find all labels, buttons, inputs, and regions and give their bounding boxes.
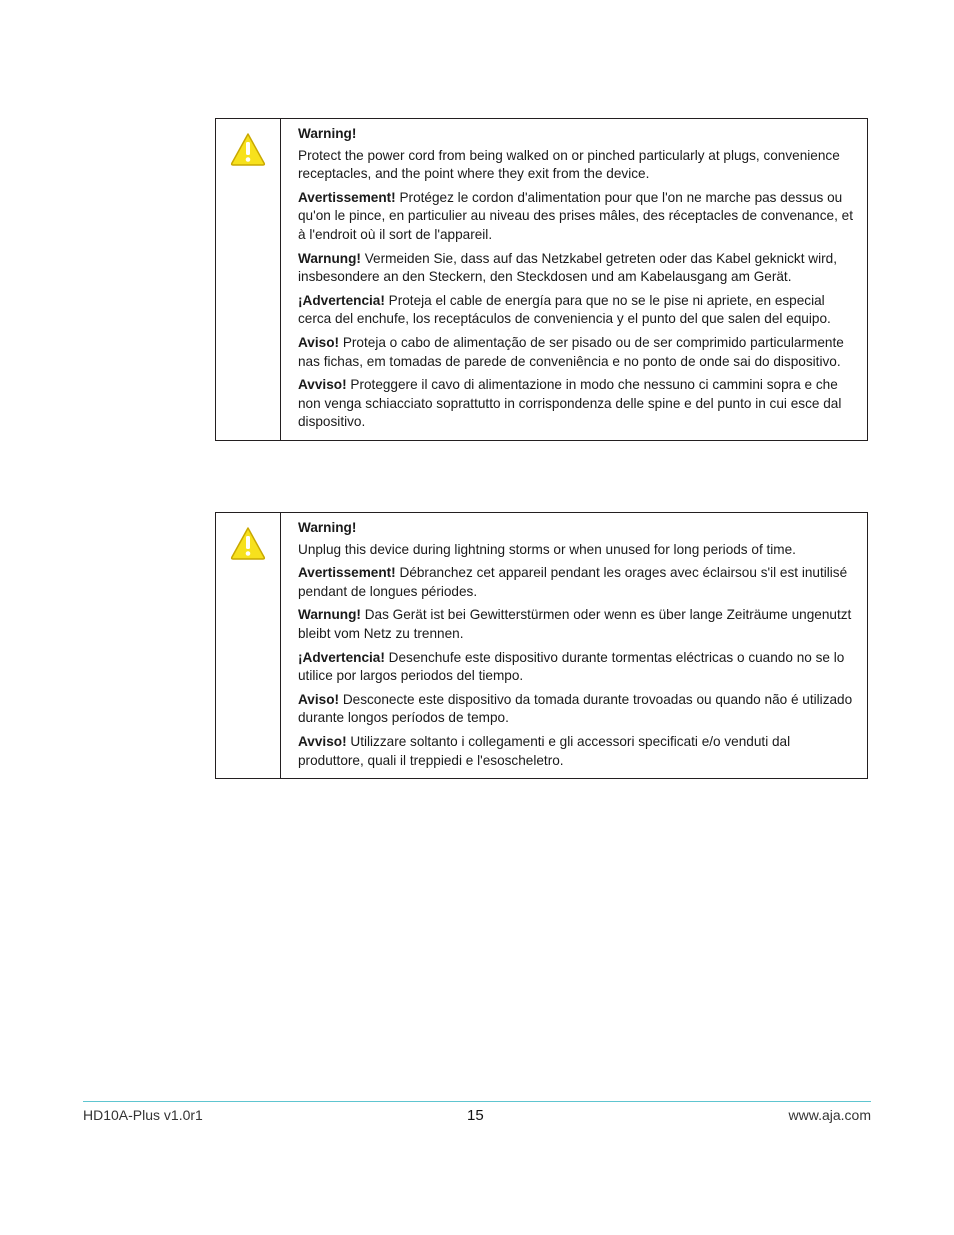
label-french: Avertissement!: [298, 189, 396, 205]
label-spanish: ¡Advertencia!: [298, 649, 385, 665]
label-german: Warnung!: [298, 607, 361, 623]
warning-heading: Warning!: [298, 520, 357, 535]
label-italian: Avviso!: [298, 733, 347, 749]
warning-portuguese: [298, 334, 853, 371]
text-italian: Utilizzare soltanto i collegamenti e gli accessori specificati e/o venduti dal produttore, quali il treppiedi e l'esoscheletro.: [298, 733, 791, 768]
label-portuguese: Aviso!: [298, 334, 340, 350]
warning-german: [298, 250, 853, 287]
text-italian: Proteggere il cavo di alimentazione in modo che nessuno ci cammini sopra e che non venga schiacciato soprattutto in corrispondenza delle spine e del punto in cui esce dal dispositivo.: [298, 377, 842, 430]
warning-triangle-icon: [230, 526, 266, 560]
warning-box-power-cord: [215, 118, 868, 441]
warning-spanish: [298, 649, 853, 686]
text-spanish: Desenchufe este dispositivo durante tormentas eléctricas o cuando no se lo utilice por largos periodos del tiempo.: [298, 649, 845, 684]
footer-website: www.aja.com: [788, 1107, 871, 1123]
text-french: Débranchez cet appareil pendant les orages avec éclairsou s'il est inutilisé pendant de longues périodes.: [298, 565, 848, 599]
warning-italian: [298, 376, 853, 432]
warning-text-cell: [281, 119, 867, 440]
footer-divider: [83, 1101, 871, 1102]
label-french: Avertissement!: [298, 565, 396, 581]
text-spanish: Proteja el cable de energía para que no se le pise ni apriete, en especial cerca del enchufe, los receptáculos de conveniencia y el punto del que salen del equipo.: [298, 292, 831, 327]
warning-german: [298, 606, 853, 643]
warning-heading: Warning!: [298, 126, 357, 141]
text-german: Das Gerät ist bei Gewitterstürmen oder wenn es über lange Zeiträume ungenutzt bleibt vom Netz zu trennen.: [298, 607, 852, 641]
warning-triangle-icon: [230, 132, 266, 166]
text-portuguese: Proteja o cabo de alimentação de ser pisado ou de ser comprimido particularmente nas fichas, em tomadas de parede de conveniência e no ponto de onde sai do dispositivo.: [298, 334, 844, 369]
warning-spanish: [298, 292, 853, 329]
warning-english-text: Protect the power cord from being walked on or pinched particularly at plugs, convenience receptacles, and the point where they exit from the device.: [298, 147, 840, 182]
warning-portuguese: [298, 691, 853, 728]
text-french: Protégez le cordon d'alimentation pour que l'on ne marche pas dessus ou qu'on le pince, en particulier au niveau des prises mâles, des réceptacles de convenance, et à l'endroit où il sort de l'appareil.: [298, 189, 853, 242]
text-german: Vermeiden Sie, dass auf das Netzkabel getreten oder das Kabel geknickt wird, insbesondere an den Steckern, den Steckdosen und am Kabelausgang am Gerät.: [298, 250, 837, 285]
footer-page-number: 15: [467, 1107, 484, 1124]
text-portuguese: Desconecte este dispositivo da tomada durante trovoadas ou quando não é utilizado durante longos períodos de tempo.: [298, 691, 853, 726]
footer-doc-version: HD10A-Plus v1.0r1: [83, 1107, 203, 1123]
warning-text-cell: [281, 513, 867, 778]
warning-french: [298, 564, 853, 601]
warning-english-text: Unplug this device during lightning storms or when unused for long periods of time.: [298, 541, 796, 557]
label-portuguese: Aviso!: [298, 691, 340, 707]
label-german: Warnung!: [298, 250, 361, 266]
warning-french: [298, 189, 853, 245]
warning-icon-cell: [216, 513, 281, 778]
label-spanish: ¡Advertencia!: [298, 292, 385, 308]
warning-italian: [298, 733, 853, 770]
warning-icon-cell: [216, 119, 281, 440]
label-italian: Avviso!: [298, 377, 347, 393]
warning-box-lightning: [215, 512, 868, 779]
